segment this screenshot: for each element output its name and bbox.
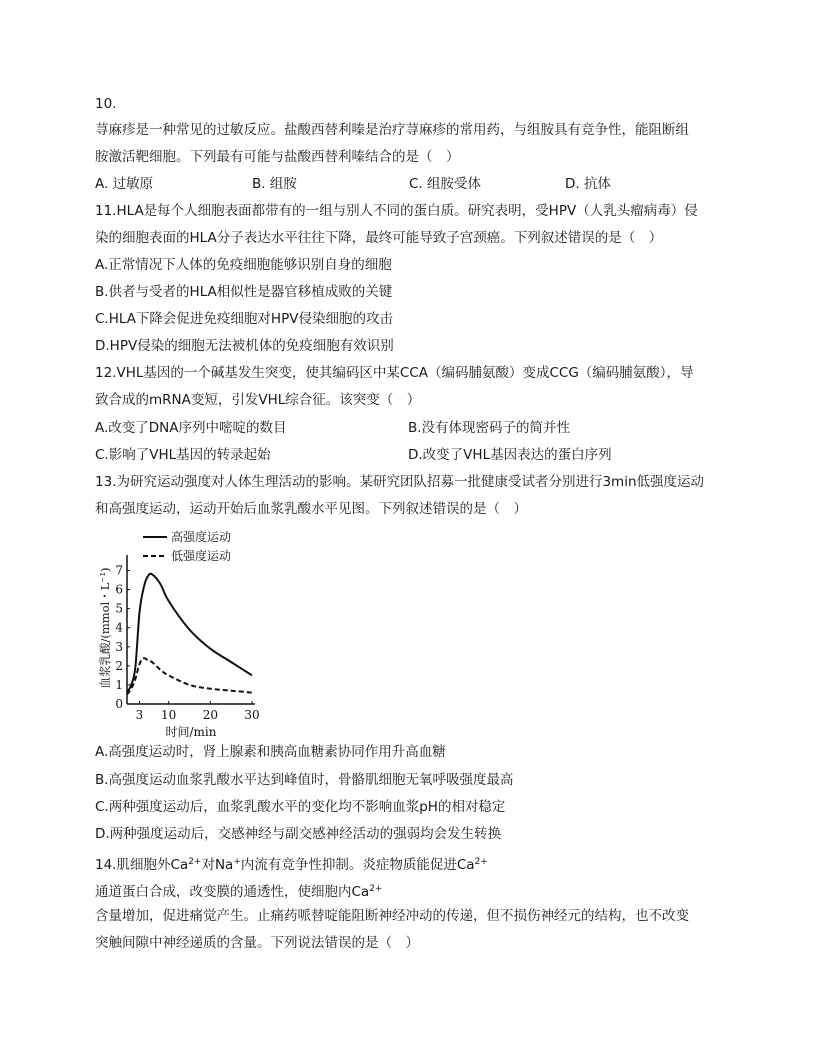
q14-line1-sup2: +	[233, 857, 241, 867]
q13-option-c: C.两种强度运动后，血浆乳酸水平的变化均不影响血浆pH的相对稳定	[95, 799, 506, 815]
q11-option-c: C.HLA下降会促进免疫细胞对HPV侵染细胞的攻击	[95, 311, 393, 327]
x-axis-label: 时间/min	[165, 725, 217, 739]
q14-line1	[95, 853, 488, 874]
y-tick-label: 7	[115, 563, 123, 578]
q13-option-b: B.高强度运动血浆乳酸水平达到峰值时，骨骼肌细胞无氧呼吸强度最高	[95, 772, 514, 788]
q14-line3: 含量增加，促进痛觉产生。止痛药哌替啶能阻断神经冲动的传递，但不损伤神经元的结构，也不改变	[95, 908, 689, 924]
q11-stem-line1: 11.HLA是每个人细胞表面都带有的一组与别人不同的蛋白质。研究表明，受HPV（人乳头瘤病毒）侵	[95, 203, 698, 219]
lactate-chart-svg	[95, 528, 275, 740]
q12-stem-line2: 致合成的mRNA变短，引发VHL综合征。该突变（ ）	[95, 392, 421, 408]
y-tick-label: 5	[115, 601, 123, 616]
q10-number: 10.	[95, 96, 117, 112]
q12-option-a: A.改变了DNA序列中嘧啶的数目	[95, 420, 287, 436]
q13-stem-line2: 和高强度运动，运动开始后血浆乳酸水平见图。下列叙述错误的是（ ）	[95, 501, 527, 517]
q10-stem-line2: 胺激活靶细胞。下列最有可能与盐酸西替利嗪结合的是（ ）	[95, 149, 460, 165]
q13-stem-line1: 13.为研究运动强度对人体生理活动的影响。某研究团队招募一批健康受试者分别进行3min低强度运动	[95, 474, 705, 490]
chart-plot-area	[115, 555, 259, 722]
q11-option-b: B.供者与受者的HLA相似性是器官移植成败的关键	[95, 284, 393, 300]
q14-line2	[95, 880, 382, 901]
q14-line2-a: 通道蛋白合成，改变膜的通透性，使细胞内Ca	[95, 884, 370, 900]
q12-option-c: C.影响了VHL基因的转录起始	[95, 447, 271, 463]
q14-line1-b: 对Na	[201, 857, 234, 873]
q11-option-d: D.HPV侵染的细胞无法被机体的免疫细胞有效识别	[95, 338, 394, 354]
q14-line1-a: 14.肌细胞外Ca	[95, 857, 189, 873]
y-tick-label: 0	[115, 697, 123, 711]
y-axis-label: 血浆乳酸/(mmol・L⁻¹)	[98, 567, 112, 689]
lactate-chart	[95, 528, 275, 740]
legend-high-label: 高强度运动	[171, 530, 232, 544]
x-tick-label: 3	[135, 708, 144, 722]
q14-line1-sup3: 2+	[474, 857, 488, 867]
y-tick-label: 4	[115, 620, 123, 635]
y-tick-label: 6	[115, 582, 123, 597]
q12-option-b: B.没有体现密码子的简并性	[408, 420, 571, 436]
q10-stem-line1: 荨麻疹是一种常见的过敏反应。盐酸西替利嗪是治疗荨麻疹的常用药，与组胺具有竞争性，能阻断组	[95, 122, 689, 138]
q10-option-c: C. 组胺受体	[409, 176, 482, 192]
q10-option-d: D. 抗体	[565, 176, 611, 192]
q14-line1-c: 内流有竞争性抑制。炎症物质能促进Ca	[240, 857, 475, 873]
q10-option-b: B. 组胺	[252, 176, 297, 192]
q10-option-a: A. 过敏原	[95, 176, 154, 192]
q14-line4: 突触间隙中神经递质的含量。下列说法错误的是（ ）	[95, 935, 419, 951]
q14-line1-sup1: 2+	[188, 857, 202, 867]
y-tick-label: 1	[115, 677, 123, 692]
q11-option-a: A.正常情况下人体的免疫细胞能够识别自身的细胞	[95, 257, 392, 273]
q14-line2-sup: 2+	[369, 884, 383, 894]
q13-option-d: D.两种强度运动后，交感神经与副交感神经活动的强弱均会发生转换	[95, 826, 502, 842]
x-tick-label: 30	[244, 708, 260, 722]
y-tick-label: 2	[115, 658, 123, 673]
q11-stem-line2: 染的细胞表面的HLA分子表达水平往往下降，最终可能导致子宫颈癌。下列叙述错误的是（ ）	[95, 230, 663, 246]
q12-option-d: D.改变了VHL基因表达的蛋白序列	[408, 447, 612, 463]
legend-low-label: 低强度运动	[171, 549, 232, 563]
y-tick-label: 3	[115, 639, 123, 654]
q12-stem-line1: 12.VHL基因的一个碱基发生突变，使其编码区中某CCA（编码脯氨酸）变成CCG（编码脯氨酸），导	[95, 365, 694, 381]
q13-option-a: A.高强度运动时，肾上腺素和胰高血糖素协同作用升高血糖	[95, 744, 446, 760]
x-tick-label: 20	[202, 708, 218, 722]
series-line-high-intensity	[127, 574, 252, 693]
x-tick-label: 10	[161, 708, 177, 722]
